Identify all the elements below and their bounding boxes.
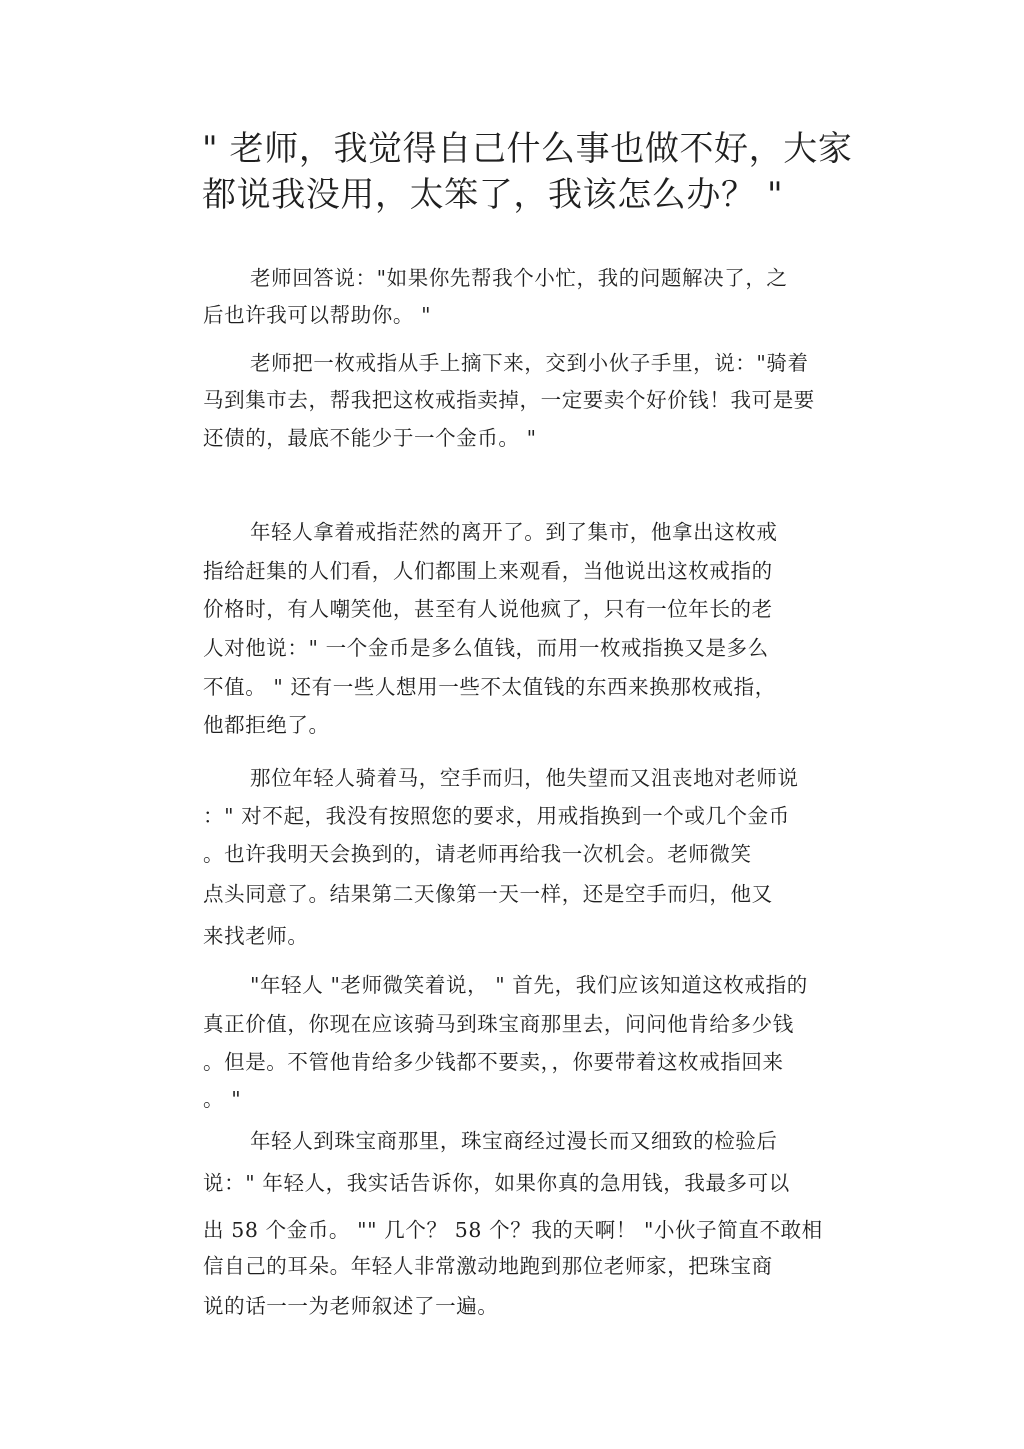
text-line: 真正价值，你现在应该骑马到珠宝商那里去，问问他肯给多少钱 [203, 1012, 794, 1036]
text-line: 老师回答说："如果你先帮我个小忙，我的问题解决了，之 [250, 266, 788, 290]
text-line: 点头同意了。结果第二天像第一天一样，还是空手而归，他又 [203, 882, 773, 906]
text-line: 不值。 " 还有一些人想用一些不太值钱的东西来换那枚戒指， [203, 675, 776, 699]
text-line: 他都拒绝了。 [203, 713, 330, 737]
text-line: 说：" 年轻人，我实话告诉你，如果你真的急用钱，我最多可以 [203, 1171, 790, 1195]
document-title [202, 126, 882, 218]
text-line: 出 58 个金币。 "" 几个？ 58 个？我的天啊！ "小伙子简直不敢相 [203, 1218, 823, 1242]
text-line: 指给赶集的人们看，人们都围上来观看，当他说出这枚戒指的 [203, 559, 773, 583]
text-line: 说的话一一为老师叙述了一遍。 [203, 1294, 499, 1318]
text-line: 人对他说：" 一个金币是多么值钱，而用一枚戒指换又是多么 [203, 636, 769, 660]
text-line: 信自己的耳朵。年轻人非常激动地跑到那位老师家，把珠宝商 [203, 1254, 773, 1278]
text-line: 那位年轻人骑着马，空手而归，他失望而又沮丧地对老师说 [250, 766, 799, 790]
title-line: " 老师，我觉得自己什么事也做不好，大家 [202, 129, 853, 169]
text-line: 还债的，最底不能少于一个金币。 " [203, 426, 537, 450]
text-line: 年轻人拿着戒指茫然的离开了。到了集市，他拿出这枚戒 [250, 520, 778, 544]
text-line: 年轻人到珠宝商那里，珠宝商经过漫长而又细致的检验后 [250, 1129, 778, 1153]
text-line: 。 " [203, 1087, 242, 1111]
text-line: 。但是。不管他肯给多少钱都不要卖，，你要带着这枚戒指回来 [203, 1050, 784, 1074]
text-line: ：" 对不起，我没有按照您的要求，用戒指换到一个或几个金币 [203, 804, 790, 828]
text-line: 后也许我可以帮助你。 " [203, 303, 432, 327]
text-line: 价格时，有人嘲笑他，甚至有人说他疯了，只有一位年长的老 [203, 597, 773, 621]
title-line: 都说我没用，太笨了，我该怎么办？ " [202, 175, 784, 215]
text-line: "年轻人 "老师微笑着说， " 首先，我们应该知道这枚戒指的 [250, 973, 808, 997]
text-line: 来找老师。 [203, 924, 309, 948]
text-line: 马到集市去，帮我把这枚戒指卖掉，一定要卖个好价钱！我可是要 [203, 388, 815, 412]
text-line: 。也许我明天会换到的，请老师再给我一次机会。老师微笑 [203, 842, 752, 866]
text-line: 老师把一枚戒指从手上摘下来，交到小伙子手里，说："骑着 [250, 351, 809, 375]
